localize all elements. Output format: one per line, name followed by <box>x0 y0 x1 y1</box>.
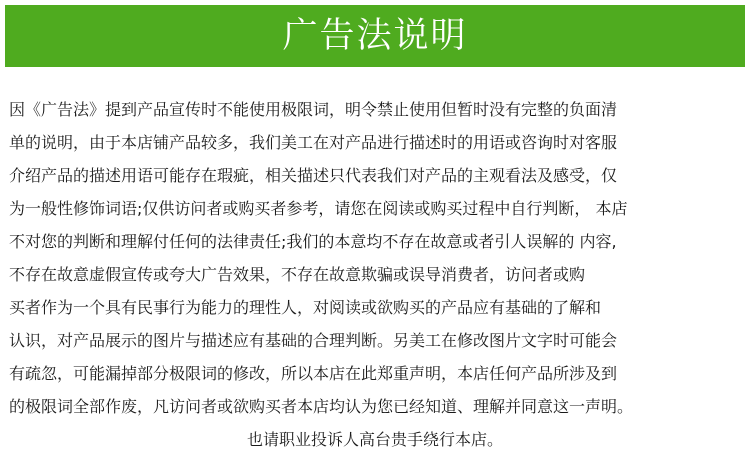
notice-line: 有疏忽，可能漏掉部分极限词的修改，所以本店在此郑重声明，本店任何产品所涉及到 <box>9 364 618 383</box>
notice-closing-line: 也请职业投诉人高台贵手绕行本店。 <box>246 430 503 449</box>
notice-line: 认识，对产品展示的图片与描述应有基础的合理判断。另美工在修改图片文字时可能会 <box>9 331 618 350</box>
notice-line: 的极限词全部作废，凡访问者或欲购买者本店均认为您已经知道、理解并同意这一声明。 <box>9 397 634 416</box>
notice-line: 介绍产品的描述用语可能存在瑕疵，相关描述只代表我们对产品的主观看法及感受，仅 <box>9 166 618 185</box>
header-banner <box>5 5 745 67</box>
notice-line: 不存在故意虚假宣传或夸大广告效果，不存在故意欺骗或误导消费者，访问者或购 <box>9 265 586 284</box>
notice-line: 买者作为一个具有民事行为能力的理性人，对阅读或欲购买的产品应有基础的了解和 <box>9 298 602 317</box>
notice-line: 因《广告法》提到产品宣传时不能使用极限词，明令禁止使用但暂时没有完整的负面清 <box>9 100 618 119</box>
notice-text-block <box>9 93 741 456</box>
notice-line: 不对您的判断和理解付任何的法律责任;我们的本意均不存在故意或者引人误解的 内容, <box>9 232 617 251</box>
notice-line: 为一般性修饰词语;仅供访问者或购买者参考，请您在阅读或购买过程中自行判断， 本店 <box>9 199 628 218</box>
notice-line: 单的说明，由于本店铺产品较多，我们美工在对产品进行描述时的用语或咨询时对客服 <box>9 133 618 152</box>
page-title: 广告法说明 <box>282 15 468 56</box>
